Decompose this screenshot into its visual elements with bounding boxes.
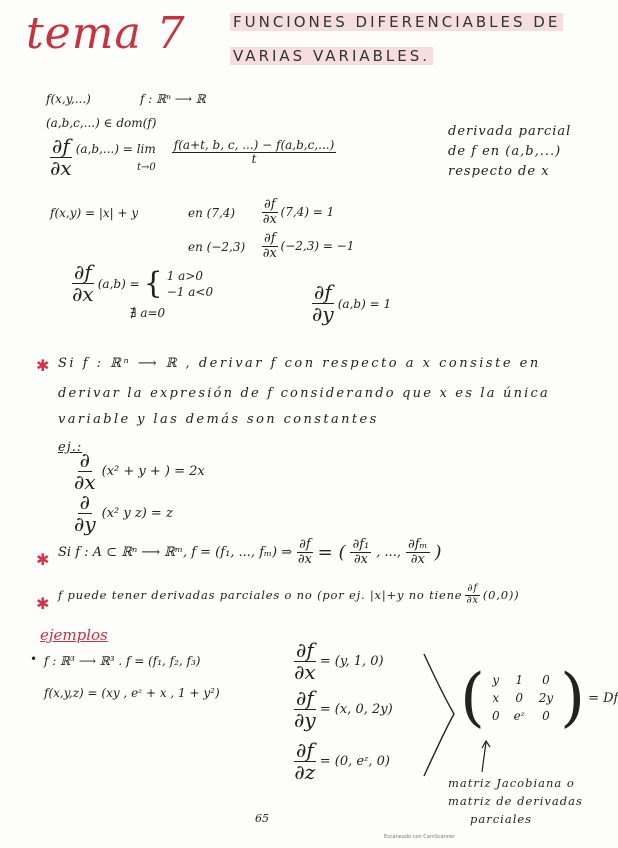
matrix-row — [485, 689, 560, 707]
partial-x: $\frac{\partial f}{\partial x}$ = (y, 1, 0) — [294, 638, 384, 684]
arrow-up-icon — [476, 738, 496, 774]
definition-note: derivada parcial de f en (a,b,...) respecto de x — [448, 124, 572, 179]
example-en-2: en (−2,3) — [188, 240, 246, 254]
bullet: • — [30, 652, 38, 666]
partial-y-value: $\frac{\partial f}{\partial y}$ (a,b) = 1 — [312, 280, 392, 326]
def-limit: (a,b,...) = lim t→0 — [75, 142, 156, 173]
nonexistence-note: ∄ a=0 — [130, 306, 166, 320]
matrix-cell: 0 — [542, 673, 550, 687]
matrix-cell: y — [492, 673, 500, 687]
matrix-cell: 0 — [491, 709, 500, 723]
remark1-line2: derivar la expresión de f considerando que x es la única — [58, 386, 550, 401]
example-value-1: $\frac{\partial f}{\partial x}$ (7,4) = 1 — [262, 197, 335, 227]
tema-title: tema 7 — [26, 8, 186, 59]
matrix-cell: 2y — [538, 691, 554, 705]
function-map: f : ℝⁿ ⟶ ℝ — [140, 92, 206, 106]
matrix-row — [485, 671, 560, 689]
remark1-line3: variable y las demás son constantes — [58, 412, 379, 427]
heading-text-2: VARIAS VARIABLES. — [230, 47, 433, 65]
star-icon: ✱ — [36, 594, 50, 613]
def-rhs-fraction: $\frac{f(a+t, b, c, ...) - f(a,b,c,...)}{t}$ — [173, 138, 335, 166]
remark1-example2: $\frac{\partial}{\partial y}$ (x² y z) = z — [74, 490, 173, 536]
remark1-example1: $\frac{\partial}{\partial x}$ (x² + y + ) = 2x — [74, 448, 205, 494]
examples-title: ejemplos — [40, 626, 108, 644]
example-en-1: en (7,4) — [188, 206, 236, 220]
example-value-2: $\frac{\partial f}{\partial x}$ (−2,3) = −1 — [262, 231, 355, 261]
example-label: ej.: — [58, 440, 83, 455]
grouping-brace-icon — [420, 650, 460, 780]
heading-line-1 — [230, 12, 563, 31]
matrix-cell: 0 — [542, 709, 550, 723]
examples-function: f(x,y,z) = (xy , eᶻ + x , 1 + y²) — [44, 686, 220, 700]
jacobian-matrix: ( y 1 0 x 0 2y 0 eᶻ 0 ) = Df — [460, 661, 618, 735]
matrix-cell: 1 — [515, 673, 523, 687]
example-function: f(x,y) = |x| + y — [50, 206, 139, 220]
piecewise-derivative: $\frac{\partial f}{\partial x}$ (a,b) = { 1 a>0 −1 a<0 — [72, 260, 214, 306]
page-number: 65 — [255, 812, 269, 825]
heading-line-2 — [230, 46, 433, 65]
remark2-statement: Si f : A ⊂ ℝⁿ ⟶ ℝᵐ, f = (f₁, ..., fₘ) ⇒ $\frac{\partial f}{\partial x}$ = ( $\frac{\text{∂f₁}}{\partial x}$ , ..., $\frac{\text{∂fₘ}}{\partial x}$ ) — [58, 537, 442, 567]
remark3-statement: f puede tener derivadas parciales o no (por ej. |x|+y no tiene $\frac{\partial f}{\partial x}$ (0,0)) — [58, 583, 520, 606]
scanner-watermark: Escaneado con CamScanner — [384, 834, 456, 840]
remark1-line1: Si f : ℝⁿ ⟶ ℝ , derivar f con respecto a x consiste en — [58, 356, 541, 371]
matrix-cell: x — [492, 691, 500, 705]
brace: { — [143, 265, 163, 301]
star-icon: ✱ — [36, 550, 50, 569]
partial-z: $\frac{\partial f}{\partial z}$ = (0, eᶻ, 0) — [294, 738, 390, 784]
matrix-cell: 0 — [515, 691, 523, 705]
heading-text-1: FUNCIONES DIFERENCIABLES DE — [230, 13, 563, 31]
def-lhs-fraction: $\frac{\partial f}{\partial x}$ — [50, 134, 72, 180]
jacobian-note: matriz Jacobiana o matriz de derivadas parciales — [448, 776, 583, 826]
star-icon: ✱ — [36, 356, 50, 375]
function-vars: f(x,y,...) — [46, 92, 91, 106]
matrix-row — [485, 707, 560, 725]
matrix-grid — [485, 671, 560, 725]
matrix-cell: eᶻ — [513, 709, 525, 723]
examples-map: f : ℝ³ ⟶ ℝ³ . f = (f₁, f₂, f₃) — [44, 654, 201, 668]
point-in-domain: (a,b,c,...) ∈ dom(f) — [46, 116, 157, 130]
partial-y: $\frac{\partial f}{\partial y}$ = (x, 0, 2y) — [294, 686, 393, 732]
partial-derivative-definition — [50, 136, 336, 179]
